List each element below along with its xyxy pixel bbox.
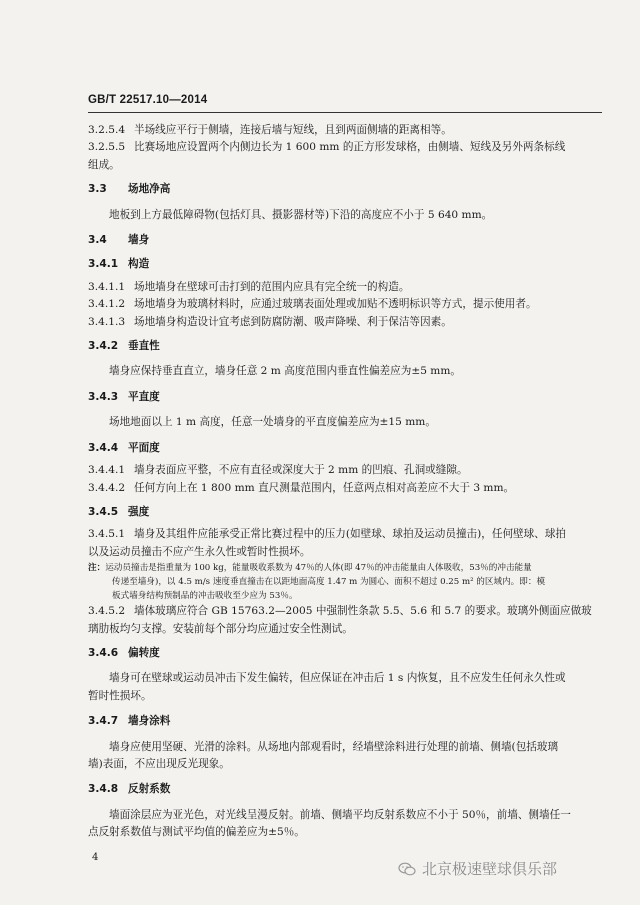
standard-code: GB/T 22517.10—2014	[88, 94, 208, 106]
clause-text: 比赛场地应设置两个内侧边长为 1 600 mm 的正方形发球格，由侧墙、短线及另外两条标线	[134, 141, 566, 154]
section-title: 构造	[128, 258, 150, 271]
section-title: 平面度	[128, 441, 160, 454]
clause-number: 3.2.5.5	[88, 141, 126, 154]
clause-text: 墙身及其组件应能承受正常比赛过程中的压力(如壁球、球拍及运动员撞击)，任何壁球、球拍	[134, 528, 567, 541]
clause	[88, 296, 602, 313]
section-heading	[88, 504, 602, 521]
clause	[88, 462, 602, 479]
note-line: 板式墙身结构预制品的冲击吸收至少应为 53％。	[112, 591, 298, 602]
clause-text: 墙体玻璃应符合 GB 15763.2—2005 中强制性条款 5.5、5.6 和 5.7 的要求。玻璃外侧面应做玻	[134, 605, 592, 618]
note-label: 注：	[88, 563, 106, 574]
wechat-icon	[398, 862, 416, 876]
page-number: 4	[92, 852, 99, 863]
section-number: 3.4.3	[88, 390, 119, 403]
section-number: 3.4.1	[88, 258, 119, 271]
section-number: 3.4.5	[88, 505, 119, 518]
clause	[88, 122, 602, 139]
paragraph-continuation: 墙)表面，不应出现反光现象。	[88, 757, 230, 770]
section-title: 平直度	[128, 390, 160, 403]
section-number: 3.3	[88, 183, 107, 196]
clause	[88, 603, 602, 620]
section-number: 3.4.7	[88, 715, 119, 728]
paragraph	[88, 807, 602, 842]
section-title: 墙身涂料	[128, 715, 171, 728]
clause-text: 墙身表面应平整，不应有直径或深度大于 2 mm 的凹痕、孔洞或缝隙。	[134, 464, 468, 477]
paragraph-text: 墙面涂层应为亚光色，对光线呈漫反射。前墙、侧墙平均反射系数应不小于 50％，前墙、侧墙任一	[109, 808, 571, 821]
clause-number: 3.4.1.3	[88, 315, 126, 328]
section-title: 强度	[128, 505, 150, 518]
clause-text: 场地墙身构造设计宜考虑到防腐防潮、吸声降噪、利于保洁等因素。	[134, 315, 452, 328]
clause-text: 场地墙身为玻璃材料时，应通过玻璃表面处理或加贴不透明标识等方式，提示使用者。	[134, 298, 537, 311]
clause-number: 3.4.1.2	[88, 298, 126, 311]
paragraph-text: 场地地面以上 1 m 高度，任意一处墙身的平直度偏差应为±15 mm。	[109, 416, 436, 429]
header-rule	[88, 112, 602, 113]
section-heading	[88, 713, 602, 730]
document-body	[88, 122, 602, 850]
section-heading	[88, 389, 602, 406]
section-title: 偏转度	[128, 646, 160, 659]
paragraph	[88, 363, 602, 380]
paragraph	[88, 414, 602, 431]
paragraph	[88, 207, 602, 224]
paragraph-continuation: 暂时性损坏。	[88, 689, 152, 702]
clause-text: 半场线应平行于侧墙，连接后墙与短线，且到两面侧墙的距离相等。	[134, 124, 452, 136]
section-heading	[88, 181, 602, 198]
clause	[88, 139, 602, 156]
section-title: 场地净高	[128, 183, 171, 196]
section-number: 3.4.6	[88, 646, 119, 659]
clause-number: 3.4.5.1	[88, 528, 126, 541]
section-title: 垂直性	[128, 340, 160, 353]
section-title: 反射系数	[128, 783, 171, 796]
clause-text: 场地墙身在壁球可击打到的范围内应具有完全统一的构造。	[134, 280, 410, 293]
paragraph-text: 地板到上方最低障碍物(包括灯具、摄影器材等)下沿的高度应不小于 5 640 mm。	[109, 208, 493, 221]
clause-number: 3.2.5.4	[88, 124, 126, 136]
paragraph	[88, 670, 602, 705]
paragraph-text: 墙身可在壁球或运动员冲击下发生偏转，但应保证在冲击后 1 s 内恢复，且不应发生任何永久性或	[109, 672, 566, 685]
clause	[88, 314, 602, 331]
clause	[88, 480, 602, 497]
section-number: 3.4	[88, 234, 107, 247]
note	[88, 561, 602, 603]
section-heading	[88, 232, 602, 249]
clause-continuation: 以及运动员撞击不应产生永久性或暂时性损坏。	[88, 545, 311, 558]
section-heading	[88, 256, 602, 273]
watermark-text: 北京极速壁球俱乐部	[422, 860, 558, 878]
paragraph-continuation: 点反射系数值与测试平均值的偏差应为±5％。	[88, 826, 305, 839]
clause	[88, 526, 602, 543]
clause-number: 3.4.5.2	[88, 605, 126, 618]
clause-number: 3.4.4.2	[88, 481, 126, 494]
clause-text: 任何方向上在 1 800 mm 直尺测量范围内，任意两点相对高差应不大于 3 mm。	[134, 481, 515, 494]
section-heading	[88, 781, 602, 798]
clause-continuation: 璃肋板均匀支撑。安装前每个部分均应通过安全性测试。	[88, 622, 353, 635]
section-heading	[88, 440, 602, 457]
paragraph-text: 墙身应保持垂直直立，墙身任意 2 m 高度范围内垂直性偏差应为±5 mm。	[109, 365, 461, 378]
clause-continuation: 组成。	[88, 158, 120, 171]
note-line: 运动员撞击是指重量为 100 kg，能量吸收系数为 47％的人体(即 47％的冲击能量由人体吸收，53％的冲击能量	[105, 563, 532, 574]
paragraph-text: 墙身应使用坚硬、光滑的涂料。从场地内部观看时，经墙壁涂料进行处理的前墙、侧墙(包括玻璃	[109, 740, 559, 753]
watermark	[398, 858, 557, 879]
section-number: 3.4.2	[88, 340, 119, 353]
clause	[88, 279, 602, 296]
section-title: 墙身	[128, 234, 150, 247]
note-line: 传递至墙身)，以 4.5 m/s 速度垂直撞击在以距地面高度 1.47 m 为圆心、面积不超过 0.25 m² 的区域内。即：模	[112, 577, 546, 588]
clause-number: 3.4.4.1	[88, 464, 126, 477]
section-number: 3.4.4	[88, 441, 119, 454]
section-number: 3.4.8	[88, 783, 119, 796]
section-heading	[88, 645, 602, 662]
paragraph	[88, 739, 602, 774]
section-heading	[88, 338, 602, 355]
clause-number: 3.4.1.1	[88, 280, 126, 293]
